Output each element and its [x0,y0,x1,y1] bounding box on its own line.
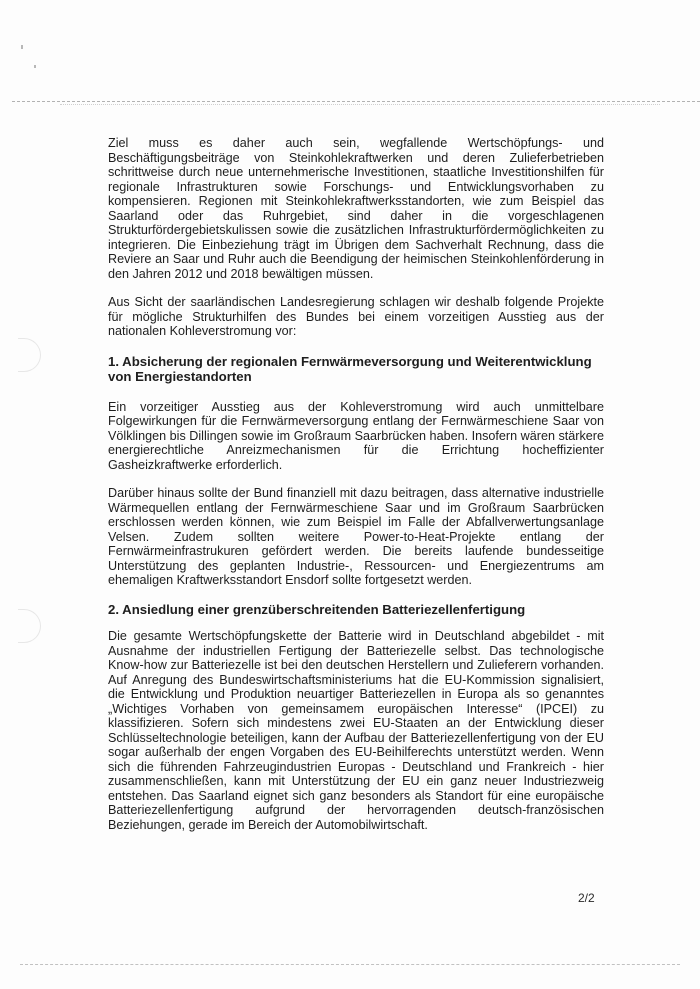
paragraph: Ein vorzeitiger Ausstieg aus der Kohleverstromung wird auch unmittelbare Folgewirkungen für die Fernwärmeversorgung entlang der Fernwärmeschiene Saar von Völklingen bis Dillingen sowie im Großraum Saarbrücken haben. Insofern wären stärkere energierechtliche Anreizmechanismen für die Errichtung hocheffizienter Gasheizkraftwerke erforderlich. [108,399,604,472]
page-number: 2/2 [578,891,595,905]
scan-artifact-speck [21,45,23,49]
scan-artifact-line [60,104,660,105]
paragraph: Ziel muss es daher auch sein, wegfallende Wertschöpfungs- und Beschäftigungsbeiträge von Steinkohlekraftwerken und deren Zulieferbetrieben schrittweise durch neue unternehmerische Investitionen, staatliche Investitionshilfen für regionale Infrastrukturen sowie Forschungs- und Entwicklungsvorhaben zu kompensieren. Regionen mit Steinkohlekraftwerksstandorten, wie zum Beispiel das Saarland oder das Ruhrgebiet, sind daher in die vorgeschlagenen Strukturfördergebietskulissen sowie die zusätzlichen Infrastrukturfördermöglichkeiten zu integrieren. Die Einbeziehung trägt im Übrigen dem Sachverhalt Rechnung, dass die Reviere an Saar und Ruhr auch die Beendigung der heimischen Steinkohlenförderung in den Jahren 2012 und 2018 bewältigen müssen. [108,136,604,281]
punch-hole-mark [18,609,41,643]
paragraph: Aus Sicht der saarländischen Landesregierung schlagen wir deshalb folgende Projekte für mögliche Strukturhilfen des Bundes bei einem vorzeitigen Ausstieg aus der nationalen Kohleverstromung vor: [108,295,604,338]
scan-artifact-line [12,101,700,102]
document-body [108,136,604,832]
section-heading: 2. Ansiedlung einer grenzüberschreitenden Batteriezellenfertigung [108,601,526,617]
paragraph: Die gesamte Wertschöpfungskette der Batterie wird in Deutschland abgebildet - mit Ausnahme der industriellen Fertigung der Batteriezelle selbst. Das technologische Know-how zur Batteriezelle ist bei den deutschen Herstellern und Zulieferern vorhanden. Auf Anregung des Bundeswirtschaftsministeriums hat die EU-Kommission signalisiert, die Entwicklung und Produktion neuartiger Batteriezellen in Europa als so genanntes „Wichtiges Vorhaben von gemeinsamem europäischen Interesse“ (IPCEI) zu klassifizieren. Sofern sich mindestens zwei EU-Staaten an der Entwicklung dieser Schlüsseltechnologie beteiligen, kann der Aufbau der Batteriezellenfertigung von der EU sogar außerhalb der engen Vorgaben des EU-Beihilferechts unterstützt werden. Wenn sich die führenden Fahrzeugindustrien Europas - Deutschland und Frankreich - hier zusammenschließen, kann mit Unterstützung der EU ein ganz neuer Industriezweig entstehen. Das Saarland eignet sich ganz besonders als Standort für eine europäische Batteriezellenfertigung aufgrund der hervorragenden deutsch-französischen Beziehungen, gerade im Bereich der Automobilwirtschaft. [108,629,604,832]
section-heading: 1. Absicherung der regionalen Fernwärmeversorgung und Weiterentwicklung von Energiestandorten [108,353,592,384]
scan-artifact-speck [34,65,36,68]
scan-artifact-line [20,964,680,965]
paragraph: Darüber hinaus sollte der Bund finanziell mit dazu beitragen, dass alternative industrielle Wärmequellen entlang der Fernwärmeschiene Saar und im Großraum Saarbrücken erschlossen werden können, wie zum Beispiel im Falle der Abfallverwertungsanlage Velsen. Zudem sollten weitere Power-to-Heat-Projekte entlang der Fernwärmeinfrastrukuren gefördert werden. Die bereits laufende bundesseitige Unterstützung des geplanten Industrie-, Ressourcen- und Energiezentrums am ehemaligen Kraftwerksstandort Ensdorf sollte fortgesetzt werden. [108,486,604,587]
punch-hole-mark [18,338,41,372]
